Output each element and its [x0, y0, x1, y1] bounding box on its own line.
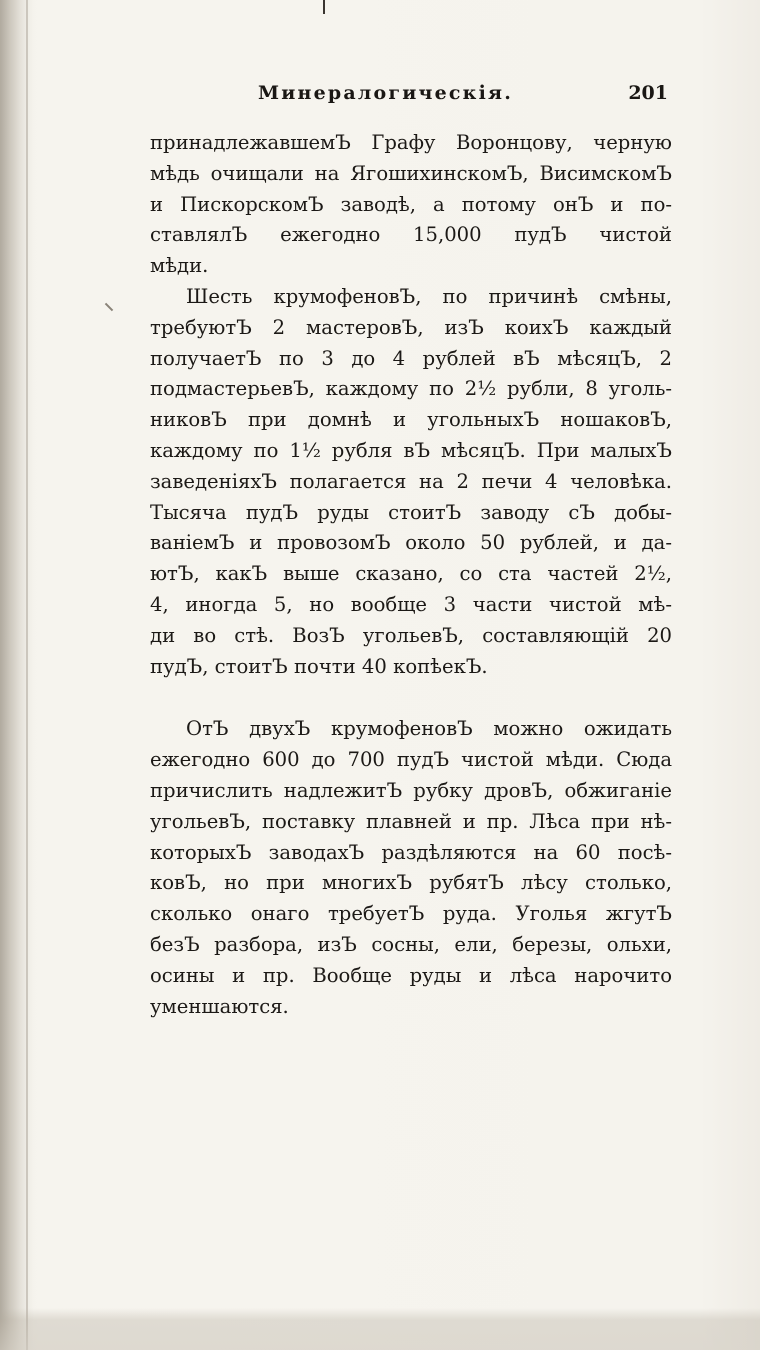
page-fold-line: [26, 0, 28, 1350]
text-line: Шесть крумофеновЪ, по причинѣ смѣны,: [186, 284, 672, 308]
text-line: сколько онаго требуетЪ руда. Уголья жгутЪ: [150, 902, 672, 926]
text-line: ежегодно 600 до 700 пудЪ чистой мѣди. Сюда: [150, 748, 672, 772]
text-line: мѣдь очищали на ЯгошихинскомЪ, ВисимскомЪ: [150, 161, 672, 185]
text-line: никовЪ при домнѣ и угольныхЪ ношаковЪ,: [150, 408, 672, 432]
paragraph-1: [150, 128, 672, 282]
text-line: ваніемЪ и провозомЪ около 50 рублей, и да-: [150, 531, 672, 555]
text-line: ютЪ, какЪ выше сказано, со ста частей 2½,: [150, 562, 672, 586]
text-line: причислить надлежитЪ рубку дровЪ, обжиганіе: [150, 778, 672, 802]
text-line: мѣди.: [150, 254, 209, 278]
stray-ink-mark: [105, 303, 113, 311]
paragraph-3: [150, 714, 672, 1022]
text-line: и ПискорскомЪ заводѣ, а потому онЪ и по-: [150, 192, 672, 216]
binding-gutter-shadow: [0, 0, 34, 1350]
text-line: подмастерьевЪ, каждому по 2½ рубли, 8 уголь-: [150, 377, 672, 401]
text-line: уменшаются.: [150, 994, 289, 1018]
text-line: осины и пр. Вообще руды и лѣса нарочито: [150, 963, 672, 987]
body-text: [150, 128, 672, 1022]
text-line: заведеніяхЪ полагается на 2 печи 4 человѣка.: [150, 469, 672, 493]
text-line: принадлежавшемЪ Графу Воронцову, черную: [150, 131, 672, 154]
text-line: ставлялЪ ежегодно 15,000 пудЪ чистой: [150, 223, 672, 247]
text-line: угольевЪ, поставку плавней и пр. Лѣса при нѣ-: [150, 809, 672, 833]
paragraph-spacer: [150, 682, 672, 714]
page-number: 201: [628, 82, 668, 104]
printer-mark: [323, 0, 325, 14]
page-bottom-edge: [0, 1308, 760, 1350]
text-line: пудЪ, стоитЪ почти 40 копѣекЪ.: [150, 654, 488, 678]
text-line: ковЪ, но при многихЪ рубятЪ лѣсу столько,: [150, 871, 672, 895]
paragraph-2: [150, 282, 672, 682]
text-line: ОтЪ двухЪ крумофеновЪ можно ожидать: [186, 717, 672, 741]
text-line: 4, иногда 5, но вообще 3 части чистой мѣ-: [150, 592, 672, 616]
text-line: каждому по 1½ рубля вЪ мѣсяцЪ. При малыхЪ: [150, 438, 672, 462]
text-line: ди во стѣ. ВозЪ угольевЪ, составляющій 20: [150, 623, 672, 647]
page-header: [258, 82, 678, 114]
text-line: которыхЪ заводахЪ раздѣляются на 60 посѣ-: [150, 840, 672, 864]
text-line: Тысяча пудЪ руды стоитЪ заводу сЪ добы-: [150, 500, 672, 524]
text-line: получаетЪ по 3 до 4 рублей вЪ мѣсяцЪ, 2: [150, 346, 672, 370]
running-head: Минералогическія.: [258, 82, 514, 104]
text-line: требуютЪ 2 мастеровЪ, изЪ коихЪ каждый: [150, 315, 672, 339]
text-line: безЪ разбора, изЪ сосны, ели, березы, ольхи,: [150, 932, 672, 956]
